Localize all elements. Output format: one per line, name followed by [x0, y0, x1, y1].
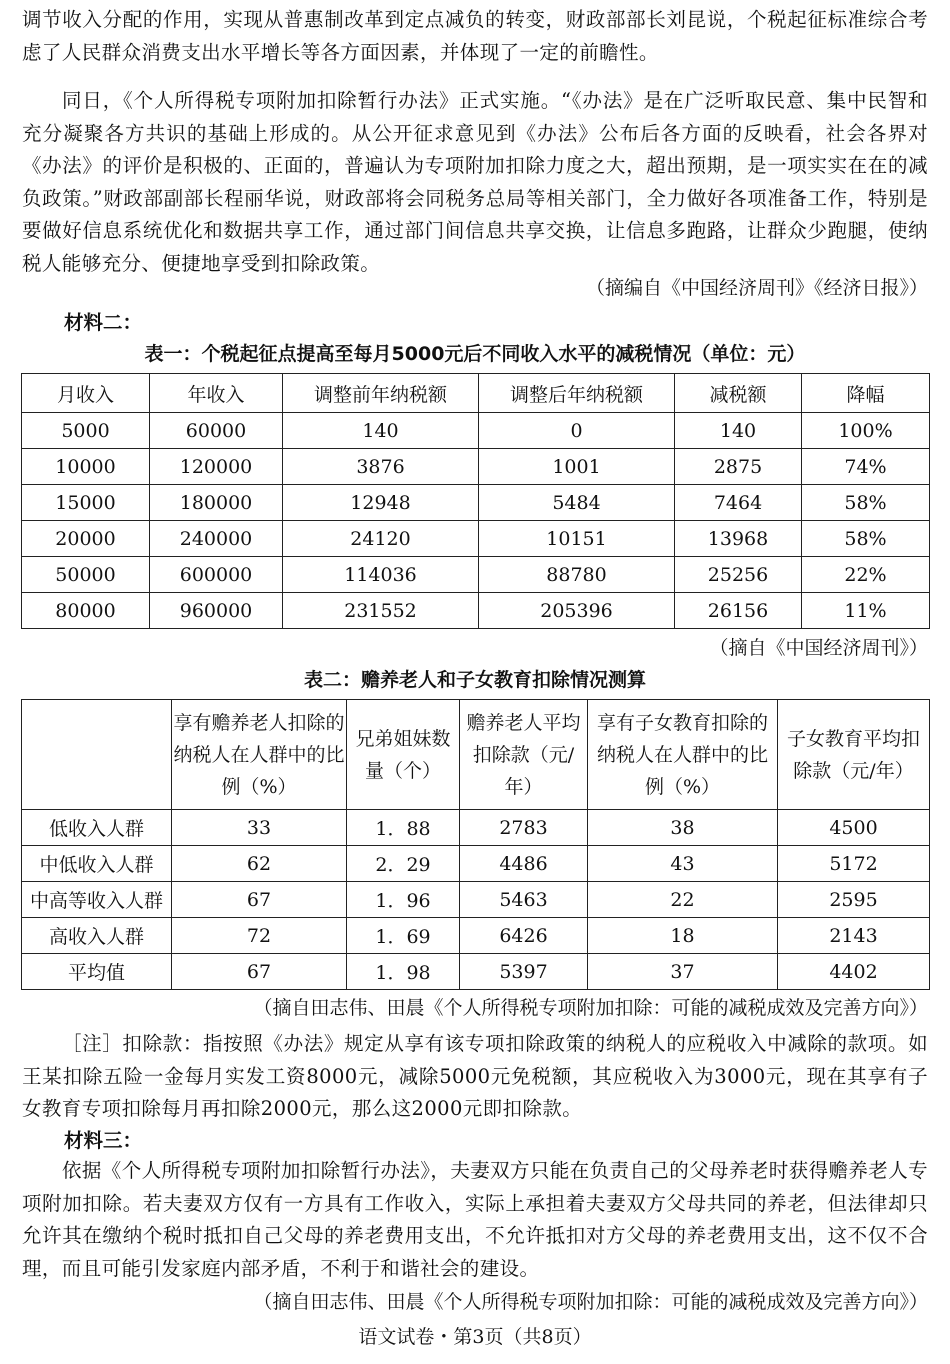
table-row	[22, 954, 930, 990]
table-row	[22, 413, 930, 449]
table-cell: 50000	[22, 557, 150, 593]
table-cell: 43	[588, 846, 778, 882]
table-cell: 600000	[150, 557, 283, 593]
table-header-row	[22, 374, 930, 413]
table-cell: 74%	[802, 449, 930, 485]
table-cell: 10000	[22, 449, 150, 485]
table-cell: 180000	[150, 485, 283, 521]
table-cell: 60000	[150, 413, 283, 449]
table-header-row	[22, 700, 930, 810]
table-cell: 13968	[675, 521, 802, 557]
header-siblings-count: 兄弟姐妹数量（个）	[347, 700, 460, 810]
table-cell: 1．69	[347, 918, 460, 954]
table-cell: 33	[172, 810, 347, 846]
header-elderly-deduction: 赡养老人平均扣除款（元/年）	[460, 700, 588, 810]
table-cell: 4402	[778, 954, 930, 990]
table-cell: 4486	[460, 846, 588, 882]
table-cell: 2．29	[347, 846, 460, 882]
row-label: 中高等收入人群	[22, 882, 172, 918]
source-citation-table-two: （摘自田志伟、田晨《个人所得税专项附加扣除：可能的减税成效及完善方向》）	[253, 997, 928, 1019]
table-one-caption: 表一：个税起征点提高至每月5000元后不同收入水平的减税情况（单位：元）	[144, 343, 806, 365]
table-row	[22, 449, 930, 485]
table-cell: 100%	[802, 413, 930, 449]
header-tax-reduction: 减税额	[675, 374, 802, 413]
table-cell: 38	[588, 810, 778, 846]
row-label: 高收入人群	[22, 918, 172, 954]
source-citation-1: （摘编自《中国经济周刊》《经济日报》）	[585, 277, 928, 299]
header-education-share: 享有子女教育扣除的纳税人在人群中的比例（%）	[588, 700, 778, 810]
table-cell: 231552	[283, 593, 479, 629]
table-cell: 12948	[283, 485, 479, 521]
table-cell: 120000	[150, 449, 283, 485]
deduction-note: ［注］扣除款：指按照《办法》规定从享有该专项扣除政策的纳税人的应税收入中减除的款项。如王某扣除五险一金每月实发工资8000元，减除5000元免税额，其应税收入为3000元，现在其享有子女教育专项扣除每月再扣除2000元，那么这2000元即扣除款。	[22, 1032, 928, 1120]
material-two-heading: 材料二：	[64, 311, 143, 334]
paragraph-continuation: 调节收入分配的作用，实现从普惠制改革到定点减负的转变，财政部部长刘昆说，个税起征标准综合考虑了人民群众消费支出水平增长等各方面因素，并体现了一定的前瞻性。	[22, 8, 928, 64]
deduction-estimate-table	[21, 699, 930, 990]
table-cell: 5463	[460, 882, 588, 918]
table-row	[22, 593, 930, 629]
table-row	[22, 810, 930, 846]
table-cell: 3876	[283, 449, 479, 485]
header-decline-rate: 降幅	[802, 374, 930, 413]
table-row	[22, 485, 930, 521]
table-cell: 1．96	[347, 882, 460, 918]
table-cell: 67	[172, 882, 347, 918]
row-label: 平均值	[22, 954, 172, 990]
table-cell: 24120	[283, 521, 479, 557]
header-monthly-income: 月收入	[22, 374, 150, 413]
table-cell: 2143	[778, 918, 930, 954]
table-cell: 22	[588, 882, 778, 918]
table-row	[22, 846, 930, 882]
table-cell: 1001	[479, 449, 675, 485]
table-cell: 62	[172, 846, 347, 882]
table-cell: 67	[172, 954, 347, 990]
table-cell: 0	[479, 413, 675, 449]
table-cell: 15000	[22, 485, 150, 521]
table-cell: 1．88	[347, 810, 460, 846]
table-cell: 26156	[675, 593, 802, 629]
table-cell: 114036	[283, 557, 479, 593]
table-cell: 6426	[460, 918, 588, 954]
table-cell: 2875	[675, 449, 802, 485]
source-citation-material-three: （摘自田志伟、田晨《个人所得税专项附加扣除：可能的减税成效及完善方向》）	[253, 1291, 928, 1313]
table-cell: 37	[588, 954, 778, 990]
table-cell: 960000	[150, 593, 283, 629]
table-cell: 5000	[22, 413, 150, 449]
source-citation-table-one: （摘自《中国经济周刊》）	[709, 637, 928, 659]
table-cell: 205396	[479, 593, 675, 629]
table-cell: 25256	[675, 557, 802, 593]
table-cell: 140	[675, 413, 802, 449]
table-cell: 2783	[460, 810, 588, 846]
table-row	[22, 882, 930, 918]
table-two-caption: 表二：赡养老人和子女教育扣除情况测算	[303, 669, 646, 691]
table-cell: 58%	[802, 485, 930, 521]
tax-reduction-table	[21, 373, 930, 629]
table-cell: 22%	[802, 557, 930, 593]
header-elderly-share: 享有赡养老人扣除的纳税人在人群中的比例（%）	[172, 700, 347, 810]
table-cell: 140	[283, 413, 479, 449]
page-footer: 语文试卷・第3页（共8页）	[358, 1326, 592, 1348]
material-three-heading: 材料三：	[64, 1129, 143, 1152]
header-tax-before: 调整前年纳税额	[283, 374, 479, 413]
table-cell: 4500	[778, 810, 930, 846]
table-cell: 10151	[479, 521, 675, 557]
header-tax-after: 调整后年纳税额	[479, 374, 675, 413]
table-row	[22, 521, 930, 557]
table-cell: 2595	[778, 882, 930, 918]
table-cell: 11%	[802, 593, 930, 629]
header-education-deduction: 子女教育平均扣除款（元/年）	[778, 700, 930, 810]
table-cell: 20000	[22, 521, 150, 557]
table-row	[22, 918, 930, 954]
table-cell: 5484	[479, 485, 675, 521]
table-cell: 5397	[460, 954, 588, 990]
table-cell: 18	[588, 918, 778, 954]
table-cell: 80000	[22, 593, 150, 629]
paragraph-implementation: 同日，《个人所得税专项附加扣除暂行办法》正式实施。“《办法》是在广泛听取民意、集中民智和充分凝聚各方共识的基础上形成的。从公开征求意见到《办法》公布后各方面的反映看，社会各界对《办法》的评价是积极的、正面的，普遍认为专项附加扣除力度之大，超出预期，是一项实实在在的减负政策。”财政部副部长程丽华说，财政部将会同税务总局等相关部门，全力做好各项准备工作，特别是要做好信息系统优化和数据共享工作，通过部门间信息共享交换，让信息多跑路，让群众少跑腿，使纳税人能够充分、便捷地享受到扣除政策。	[22, 89, 928, 275]
table-row	[22, 557, 930, 593]
table-cell: 5172	[778, 846, 930, 882]
material-three-paragraph: 依据《个人所得税专项附加扣除暂行办法》，夫妻双方只能在负责自己的父母养老时获得赡养老人专项附加扣除。若夫妻双方仅有一方具有工作收入，实际上承担着夫妻双方父母共同的养老，但法律却只允许其在缴纳个税时抵扣自己父母的养老费用支出，不允许抵扣对方父母的养老费用支出，这不仅不合理，而且可能引发家庭内部矛盾，不利于和谐社会的建设。	[22, 1159, 928, 1280]
row-label: 低收入人群	[22, 810, 172, 846]
row-label: 中低收入人群	[22, 846, 172, 882]
table-cell: 7464	[675, 485, 802, 521]
table-cell: 72	[172, 918, 347, 954]
table-cell: 88780	[479, 557, 675, 593]
table-cell: 1．98	[347, 954, 460, 990]
header-annual-income: 年收入	[150, 374, 283, 413]
table-cell: 58%	[802, 521, 930, 557]
table-cell: 240000	[150, 521, 283, 557]
header-group	[22, 700, 172, 810]
